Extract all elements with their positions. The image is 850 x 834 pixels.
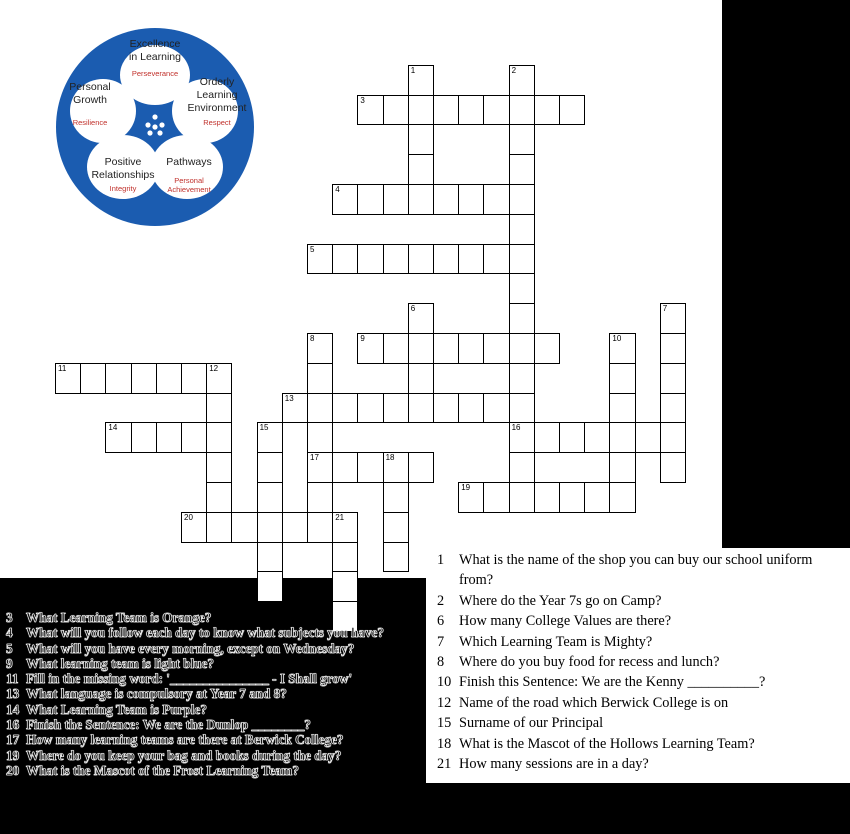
- crossword-cell[interactable]: [408, 95, 434, 126]
- across-clue-text: What Learning Team is Orange?: [26, 610, 212, 625]
- crossword-cell[interactable]: [609, 452, 635, 483]
- across-clue-item: [6, 671, 418, 686]
- down-clue-item: [437, 734, 847, 754]
- across-clue-number: 19: [6, 747, 20, 763]
- down-clue-item: [437, 550, 847, 591]
- down-clue-text: Where do you buy food for recess and lunch?: [459, 654, 720, 671]
- down-clue-number: 18: [437, 735, 452, 752]
- crossword-cell[interactable]: [357, 333, 383, 364]
- crossword-cell[interactable]: [206, 422, 232, 453]
- crossword-cell[interactable]: [483, 95, 509, 126]
- down-clue-number: 12: [437, 694, 452, 711]
- crossword-cell[interactable]: [509, 214, 535, 245]
- clue-number-label: 11: [58, 363, 67, 373]
- down-clue-text: Which Learning Team is Mighty?: [459, 633, 653, 650]
- crossword-cell[interactable]: [181, 512, 207, 543]
- across-clue-item: [6, 763, 418, 778]
- crossword-cell[interactable]: [383, 452, 409, 483]
- across-clue-text: Where do you keep your bag and books during the day?: [26, 747, 342, 763]
- down-clue-item: [437, 591, 847, 611]
- crossword-cell[interactable]: [257, 542, 283, 573]
- logo-segment-title: Relationships: [91, 169, 155, 181]
- down-clue-item: [437, 754, 847, 774]
- crossword-cell[interactable]: [509, 452, 535, 483]
- down-clue-number: 15: [437, 715, 452, 732]
- across-clue-text: What learning team is light blue?: [26, 655, 214, 671]
- across-clue-text: How many learning teams are there at Berwick College?: [26, 732, 344, 748]
- clue-number-label: 6: [410, 304, 416, 314]
- logo-segment-value: Integrity: [109, 184, 137, 193]
- crossword-cell[interactable]: [660, 333, 686, 364]
- logo-segment-value: Resilience: [72, 118, 108, 127]
- clue-number-label: 1: [410, 65, 416, 75]
- crossword-cell[interactable]: [509, 95, 535, 126]
- crossword-cell[interactable]: [559, 482, 585, 513]
- crossword-cell[interactable]: [307, 452, 333, 483]
- crossword-cell[interactable]: [534, 333, 560, 364]
- crossword-cell[interactable]: [307, 244, 333, 275]
- across-clue-text: What will you follow each day to know what subjects you have?: [26, 625, 384, 641]
- crossword-cell[interactable]: [584, 422, 610, 453]
- across-clue-text: What is the Mascot of the Frost Learning Team?: [26, 762, 300, 778]
- crossword-cell[interactable]: [156, 363, 182, 394]
- across-clue-text: What language is compulsory at Year 7 and 8?: [26, 686, 287, 702]
- crossword-cell[interactable]: [257, 571, 283, 602]
- crossword-cell[interactable]: [181, 422, 207, 453]
- crossword-cell[interactable]: [105, 422, 131, 453]
- crossword-cell[interactable]: [509, 273, 535, 304]
- crossword-cell[interactable]: [458, 244, 484, 275]
- down-clue-text: How many sessions are in a day?: [459, 756, 649, 773]
- logo-segment-title: Excellence: [129, 38, 181, 50]
- down-clue-item: [437, 713, 847, 733]
- logo-center-dot: [145, 122, 150, 127]
- across-clue-text: Fill in the missing word: '_______________ - I Shall grow': [26, 671, 353, 687]
- crossword-cell[interactable]: [509, 154, 535, 185]
- crossword-cell[interactable]: [509, 363, 535, 394]
- crossword-cell[interactable]: [509, 393, 535, 424]
- clue-number-label: 4: [335, 185, 340, 194]
- clue-number-label: 8: [310, 334, 315, 343]
- crossword-cell[interactable]: [509, 184, 535, 215]
- down-clue-number: 8: [437, 654, 445, 671]
- crossword-cell[interactable]: [55, 363, 81, 394]
- crossword-cell[interactable]: [483, 244, 509, 275]
- crossword-cell[interactable]: [206, 512, 232, 543]
- crossword-cell[interactable]: [357, 244, 383, 275]
- crossword-cell[interactable]: [206, 393, 232, 424]
- crossword-cell[interactable]: [357, 452, 383, 483]
- across-clue-number: 3: [6, 610, 13, 625]
- crossword-cell[interactable]: [257, 512, 283, 543]
- crossword-cell[interactable]: [660, 452, 686, 483]
- crossword-cell[interactable]: [458, 333, 484, 364]
- clue-number-label: 7: [662, 304, 668, 314]
- across-clue-item: [6, 748, 418, 763]
- clue-number-label: 16: [511, 423, 521, 433]
- clue-number-label: 20: [184, 512, 193, 522]
- crossword-cell[interactable]: [408, 65, 434, 96]
- crossword-cell[interactable]: [559, 422, 585, 453]
- clue-number-label: 15: [259, 423, 269, 433]
- crossword-cell[interactable]: [609, 333, 635, 364]
- crossword-cell[interactable]: [433, 184, 459, 215]
- across-clue-item: [6, 625, 418, 640]
- logo-segment-title: Learning: [196, 89, 238, 101]
- crossword-cell[interactable]: [307, 333, 333, 364]
- crossword-cell[interactable]: [660, 422, 686, 453]
- down-clue-text: Name of the road which Berwick College is on: [459, 694, 729, 711]
- down-clue-number: 1: [437, 552, 445, 568]
- crossword-cell[interactable]: [332, 571, 358, 602]
- crossword-cell[interactable]: [509, 422, 535, 453]
- crossword-cell[interactable]: [635, 422, 661, 453]
- across-clue-number: 9: [6, 655, 13, 671]
- clue-number-label: 21: [335, 512, 345, 522]
- crossword-cell[interactable]: [357, 95, 383, 126]
- crossword-cell[interactable]: [383, 333, 409, 364]
- crossword-cell[interactable]: [282, 512, 308, 543]
- crossword-cell[interactable]: [408, 393, 434, 424]
- right-black-panel: [722, 0, 850, 548]
- crossword-cell[interactable]: [509, 65, 535, 96]
- crossword-cell[interactable]: [181, 363, 207, 394]
- across-clue-text: What Learning Team is Purple?: [26, 701, 207, 717]
- logo-segment-title: Positive: [104, 156, 142, 168]
- crossword-cell[interactable]: [332, 393, 358, 424]
- crossword-cell[interactable]: [458, 482, 484, 513]
- logo-segment-value: Achievement: [167, 185, 211, 194]
- across-clue-text: Finish the Sentence: We are the Dunlop ________?: [26, 717, 311, 733]
- crossword-cell[interactable]: [660, 303, 686, 334]
- clue-number-label: 9: [360, 334, 365, 343]
- across-clue-number: 11: [6, 671, 19, 687]
- across-clue-item: [6, 686, 418, 701]
- crossword-cell[interactable]: [357, 393, 383, 424]
- crossword-cell[interactable]: [408, 333, 434, 364]
- crossword-cell[interactable]: [609, 422, 635, 453]
- clue-number-label: 5: [310, 244, 315, 254]
- logo-center-dot: [157, 130, 162, 135]
- across-clue-number: 14: [6, 701, 20, 717]
- across-clue-number: 16: [6, 717, 20, 733]
- logo-center-dot: [147, 130, 152, 135]
- crossword-cell[interactable]: [257, 422, 283, 453]
- crossword-cell[interactable]: [584, 482, 610, 513]
- across-clue-item: [6, 717, 418, 732]
- across-clue-number: 17: [6, 732, 20, 748]
- across-clue-number: 20: [6, 762, 20, 778]
- crossword-cell[interactable]: [332, 542, 358, 573]
- down-clue-number: 21: [437, 756, 452, 773]
- crossword-cell[interactable]: [307, 393, 333, 424]
- down-clue-number: 10: [437, 674, 452, 691]
- crossword-cell[interactable]: [458, 95, 484, 126]
- down-clues-list: [437, 550, 847, 774]
- crossword-cell[interactable]: [307, 422, 333, 453]
- down-clue-item: [437, 652, 847, 672]
- down-clue-text: Finish this Sentence: We are the Kenny __________?: [459, 674, 766, 691]
- crossword-cell[interactable]: [408, 363, 434, 394]
- logo-segment-title: Personal: [69, 81, 111, 93]
- crossword-cell[interactable]: [433, 393, 459, 424]
- across-clue-item: [6, 702, 418, 717]
- clue-number-label: 18: [385, 453, 395, 463]
- crossword-cell[interactable]: [483, 333, 509, 364]
- down-clue-text: What is the name of the shop you can buy our school uniform from?: [459, 552, 813, 589]
- clue-number-label: 12: [209, 363, 219, 373]
- clue-number-label: 19: [461, 483, 471, 492]
- crossword-cell[interactable]: [509, 124, 535, 155]
- crossword-cell[interactable]: [257, 482, 283, 513]
- crossword-cell[interactable]: [257, 452, 283, 483]
- down-clue-number: 7: [437, 633, 445, 650]
- logo-segment-title: Pathways: [166, 156, 212, 168]
- clue-number-label: 17: [310, 453, 319, 463]
- crossword-cell[interactable]: [408, 244, 434, 275]
- crossword-cell[interactable]: [509, 244, 535, 275]
- crossword-cell[interactable]: [332, 452, 358, 483]
- down-clue-item: [437, 611, 847, 631]
- across-clues-list: [6, 610, 418, 778]
- crossword-cell[interactable]: [458, 184, 484, 215]
- logo-center-dot: [152, 124, 157, 129]
- crossword-cell[interactable]: [282, 393, 308, 424]
- logo-center-dot: [152, 114, 157, 119]
- across-clue-text: What will you have every morning, except on Wednesday?: [26, 640, 355, 656]
- down-clue-item: [437, 693, 847, 713]
- down-clue-number: 6: [437, 613, 445, 630]
- logo-center-dot: [159, 122, 164, 127]
- crossword-cell[interactable]: [383, 393, 409, 424]
- across-clue-number: 13: [6, 686, 20, 702]
- crossword-cell[interactable]: [534, 422, 560, 453]
- crossword-cell[interactable]: [231, 512, 257, 543]
- crossword-cell[interactable]: [307, 363, 333, 394]
- clue-number-label: 3: [360, 95, 365, 105]
- crossword-cell[interactable]: [383, 512, 409, 543]
- crossword-cell[interactable]: [383, 95, 409, 126]
- crossword-cell[interactable]: [383, 542, 409, 573]
- crossword-cell[interactable]: [131, 363, 157, 394]
- crossword-cell[interactable]: [483, 393, 509, 424]
- crossword-cell[interactable]: [408, 452, 434, 483]
- crossword-cell[interactable]: [433, 244, 459, 275]
- down-clue-number: 2: [437, 592, 445, 609]
- crossword-cell[interactable]: [357, 184, 383, 215]
- crossword-cell[interactable]: [483, 482, 509, 513]
- logo-segment-title: Orderly: [199, 76, 235, 88]
- down-clue-text: How many College Values are there?: [459, 613, 672, 630]
- crossword-cell[interactable]: [80, 363, 106, 394]
- crossword-cell[interactable]: [408, 124, 434, 155]
- logo-segment-value: Perseverance: [131, 69, 179, 78]
- crossword-cell[interactable]: [609, 482, 635, 513]
- crossword-cell[interactable]: [131, 422, 157, 453]
- crossword-cell[interactable]: [332, 184, 358, 215]
- crossword-cell[interactable]: [609, 363, 635, 394]
- crossword-cell[interactable]: [458, 393, 484, 424]
- crossword-cell[interactable]: [206, 482, 232, 513]
- crossword-cell[interactable]: [433, 333, 459, 364]
- crossword-cell[interactable]: [332, 512, 358, 543]
- crossword-cell[interactable]: [509, 482, 535, 513]
- down-clue-text: What is the Mascot of the Hollows Learning Team?: [459, 735, 755, 752]
- crossword-cell[interactable]: [534, 95, 560, 126]
- clue-number-label: 14: [108, 423, 118, 433]
- crossword-cell[interactable]: [156, 422, 182, 453]
- clue-number-label: 10: [612, 334, 622, 343]
- crossword-cell[interactable]: [534, 482, 560, 513]
- crossword-cell[interactable]: [609, 393, 635, 424]
- crossword-cell[interactable]: [383, 482, 409, 513]
- crossword-cell[interactable]: [206, 363, 232, 394]
- across-clue-number: 4: [6, 625, 13, 641]
- across-clue-item: [6, 610, 418, 625]
- logo-segment-value: Respect: [203, 118, 231, 127]
- crossword-cell[interactable]: [206, 452, 232, 483]
- crossword-cell[interactable]: [660, 393, 686, 424]
- crossword-cell[interactable]: [332, 244, 358, 275]
- crossword-cell[interactable]: [433, 95, 459, 126]
- down-clue-text: Where do the Year 7s go on Camp?: [459, 592, 662, 609]
- crossword-cell[interactable]: [105, 363, 131, 394]
- across-clue-item: [6, 641, 418, 656]
- across-clue-item: [6, 732, 418, 747]
- across-clue-number: 5: [6, 640, 13, 656]
- crossword-cell[interactable]: [509, 333, 535, 364]
- crossword-cell[interactable]: [483, 184, 509, 215]
- logo-segment-title: Growth: [73, 94, 107, 106]
- logo-segment-value: Personal: [174, 176, 204, 185]
- crossword-cell[interactable]: [408, 184, 434, 215]
- down-clue-text: Surname of our Principal: [459, 715, 604, 732]
- crossword-cell[interactable]: [559, 95, 585, 126]
- clue-number-label: 13: [284, 393, 294, 403]
- crossword-cell[interactable]: [383, 184, 409, 215]
- crossword-cell[interactable]: [408, 154, 434, 185]
- crossword-cell[interactable]: [307, 512, 333, 543]
- college-values-logo: [55, 27, 255, 227]
- logo-segment-title: Environment: [187, 102, 247, 114]
- bottom-right-black-strip: [426, 783, 850, 834]
- down-clue-item: [437, 632, 847, 652]
- clue-number-label: 2: [511, 65, 517, 75]
- crossword-cell[interactable]: [408, 303, 434, 334]
- crossword-cell[interactable]: [307, 482, 333, 513]
- crossword-cell[interactable]: [509, 303, 535, 334]
- crossword-cell[interactable]: [660, 363, 686, 394]
- logo-segment-title: in Learning: [129, 51, 181, 63]
- down-clue-item: [437, 672, 847, 692]
- across-clue-item: [6, 656, 418, 671]
- crossword-cell[interactable]: [383, 244, 409, 275]
